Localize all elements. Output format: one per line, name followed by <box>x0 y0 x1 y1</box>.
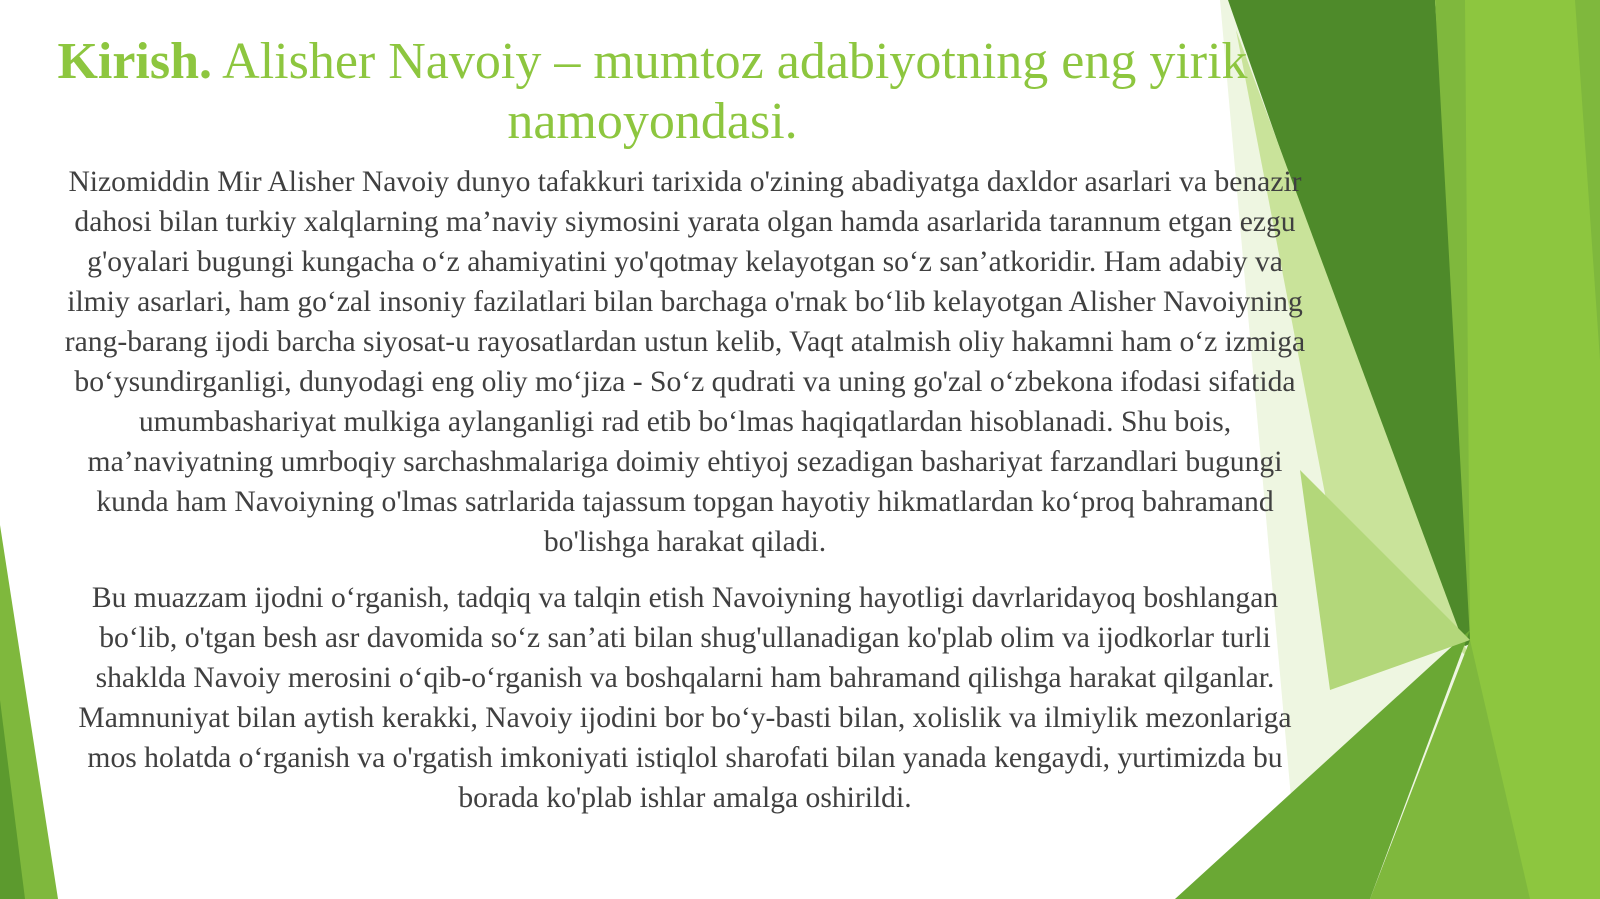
body-paragraph-1: Nizomiddin Mir Alisher Navoiy dunyo tafakkuri tarixida o'zining abadiyatga daxldor asarlari va benazir dahosi bilan turkiy xalqlarning ma’naviy siymosini yarata olgan hamda asarlarida tarannum etgan ezgu g'oyalari bugungi kungacha o‘z ahamiyatini yo'qotmay kelayotgan so‘z san’atkoridir. Ham adabiy va ilmiy asarlari, ham go‘zal insoniy fazilatlari bilan barchaga o'rnak bo‘lib kelayotgan Alisher Navoiyning rang-barang ijodi barcha siyosat-u rayosatlardan ustun kelib, Vaqt atalmish oliy hakamni ham o‘z izmiga bo‘ysundirganligi, dunyodagi eng oliy mo‘jiza - So‘z qudrati va uning go'zal o‘zbekona ifodasi sifatida umumbashariyat mulkiga aylanganligi rad etib bo‘lmas haqiqatlardan hisoblanadi. Shu bois, ma’naviyatning umrboqiy sarchashmalariga doimiy ehtiyoj sezadigan bashariyat farzandlari bugungi kunda ham Navoiyning o'lmas satrlarida tajassum topgan hayotiy hikmatlardan ko‘proq bahramand bo'lishga harakat qiladi. <box>64 166 1306 558</box>
slide-body <box>60 162 1310 818</box>
slide-title <box>40 32 1265 152</box>
body-paragraph-2: Bu muazzam ijodni o‘rganish, tadqiq va talqin etish Navoiyning hayotligi davrlaridayoq boshlangan bo‘lib, o'tgan besh asr davomida so‘z san’ati bilan shug'ullanadigan ko'plab olim va ijodkorlar turli shaklda Navoiy merosini o‘qib-o‘rganish va boshqalarni ham bahramand qilishga harakat qilganlar. Mamnuniyat bilan aytish kerakki, Navoiy ijodini bor bo‘y-basti bilan, xolislik va ilmiylik mezonlariga mos holatda o‘rganish va o'rgatish imkoniyati istiqlol sharofati bilan yanada kengaydi, yurtimizda bu borada ko'plab ishlar amalga oshirildi. <box>78 582 1292 814</box>
slide-title-bold: Kirish. <box>57 33 213 90</box>
slide-title-rest: Alisher Navoiy – mumtoz adabiyotning eng yirik namoyondasi. <box>212 33 1248 150</box>
